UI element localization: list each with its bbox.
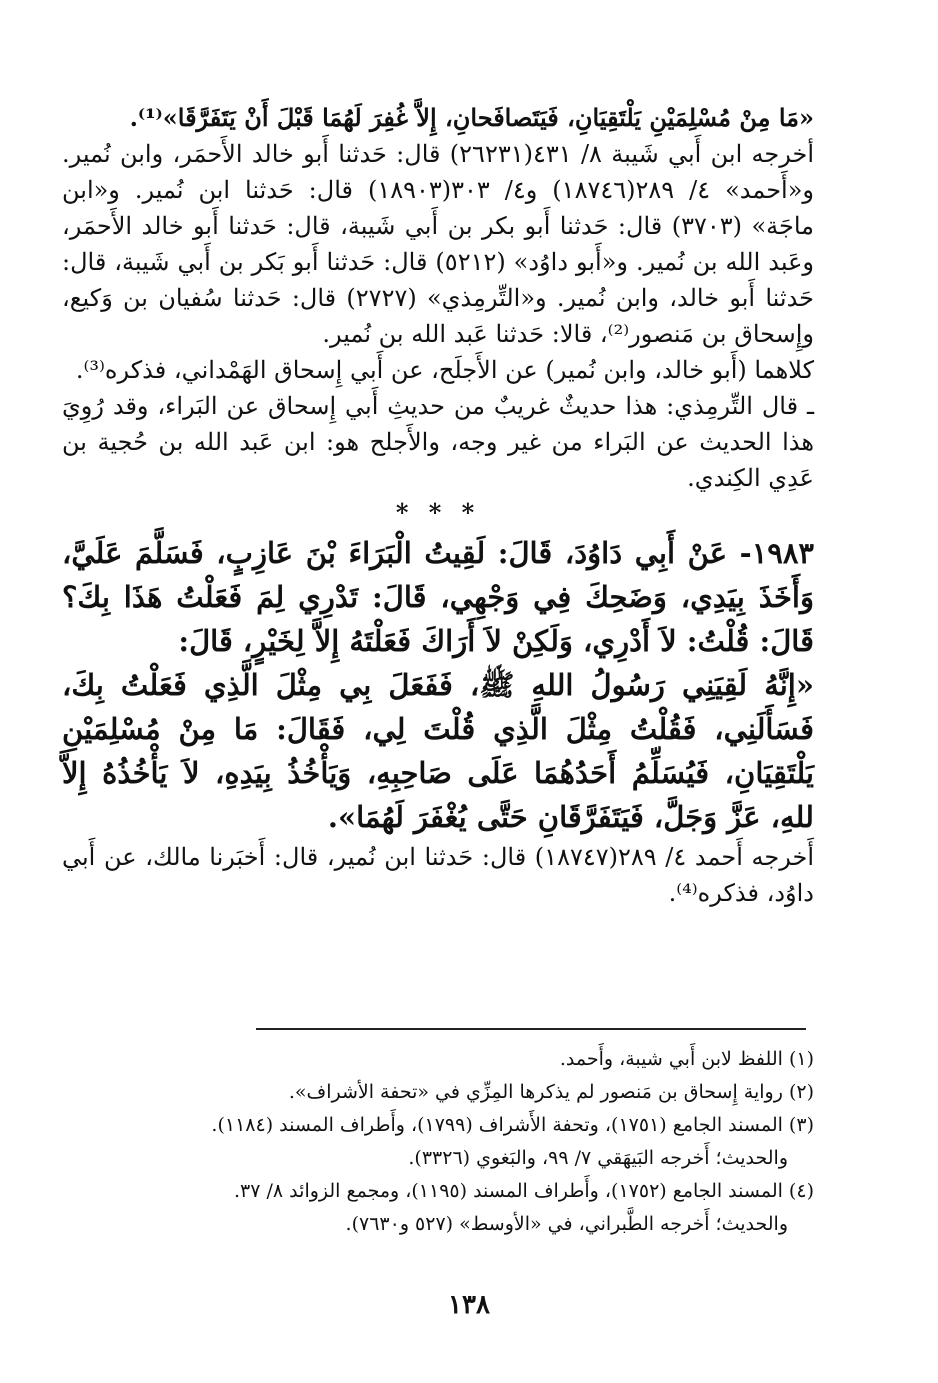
footnotes: [90, 1043, 814, 1241]
chain-summary: كلاهما (أَبو خالد، وابن نُمير) عن الأَجلَح، عن أَبي إِسحاق الهَمْداني، فذكره⁽³⁾.: [75, 356, 814, 384]
section-separator: * * *: [395, 498, 481, 527]
takhrij-paragraph: أخرجه ابن أَبي شَيبة ٨/ ٤٣١(٢٦٢٣١) قال: حَدثنا أَبو خالد الأَحمَر، وابن نُمير. و«أَحمد» ٤/ ٢٨٩(١٨٧٤٦) و٤/ ٣٠٣(١٨٩٠٣) قال: حَدثنا ابن نُمير. و«ابن ماجَة» (٣٧٠٣) قال: حَدثنا أَبو بكر بن أَبي شَيبة، قال: حَدثنا أَبو خالد الأَحمَر، وعَبد الله بن نُمير. و«أَبو داوُد» (٥٢١٢) قال: حَدثنا أَبو بَكر بن أَبي شَيبة، قال: حَدثنا أَبو خالد، وابن نُمير. و«التِّرمِذي» (٢٧٢٧) قال: حَدثنا سُفيان بن وَكيع، وإِسحاق بن مَنصور⁽²⁾، قالا: حَدثنا عَبد الله بن نُمير.: [62, 140, 815, 348]
page-number: ١٣٨: [448, 1290, 490, 1320]
footnote-1: (١) اللفظ لابن أَبي شيبة، وأَحمد.: [559, 1048, 814, 1070]
footnote-3-continuation: والحديث؛ أَخرجه البَيهَقي ٧/ ٩٩، والبَغوي (٣٣٢٦).: [408, 1147, 788, 1169]
footnote-3: (٣) المسند الجامع (١٧٥١)، وتحفة الأَشراف (١٧٩٩)، وأَطراف المسند (١١٨٤).: [211, 1114, 814, 1136]
footnote-4-continuation: والحديث؛ أَخرجه الطَّبراني، في «الأوسط» (٥٢٧ و٧٦٣٠).: [345, 1213, 788, 1235]
main-text: [62, 100, 814, 911]
hadith-quote-opening: «مَا مِنْ مُسْلِمَيْنِ يَلْتَقِيَانِ، فَيَتَصافَحانِ، إِلاَّ غُفِرَ لَهُمَا قَبْلَ أَنْ يَتَفَرَّقَا»⁽¹⁾.: [129, 103, 814, 132]
footnote-4: (٤) المسند الجامع (١٧٥٢)، وأَطراف المسند (١١٩٥)، ومجمع الزوائد ٨/ ٣٧.: [234, 1180, 814, 1202]
hadith-1983-takhrij: أَخرجه أَحمد ٤/ ٢٨٩(١٨٧٤٧) قال: حَدثنا ابن نُمير، قال: أَخبَرنا مالك، عن أَبي داوُد، فذكره⁽⁴⁾.: [62, 843, 814, 907]
footnote-divider: [256, 1028, 806, 1030]
footnote-2: (٢) رواية إِسحاق بن مَنصور لم يذكرها المِزِّي في «تحفة الأشراف».: [288, 1081, 814, 1103]
tirmidhi-comment: ـ قال التِّرمِذي: هذا حديثٌ غريبٌ من حديثِ أَبي إِسحاق عن البَراء، وقد رُوِيَ هذا الحديث عن البَراء من غير وجه، والأَجلح هو: ابن عَبد الله بن حُجية بن عَدِي الكِندي.: [62, 392, 814, 492]
hadith-1983-quote: «إِنَّهُ لَقِيَنِي رَسُولُ اللهِ ﷺ، فَفَعَلَ بِي مِثْلَ الَّذِي فَعَلْتُ بِكَ، فَسَأَلَنِي، فَقُلْتُ مِثْلَ الَّذِي قُلْتَ لِي، فَقَالَ: مَا مِنْ مُسْلِمَيْنِ يَلْتَقِيَانِ، فَيُسَلِّمُ أَحَدُهُمَا عَلَى صَاحِبِهِ، وَيَأْخُذُ بِيَدِهِ، لاَ يَأْخُذُهُ إِلاَّ للهِ، عَزَّ وَجَلَّ، فَيَتَفَرَّقَانِ حَتَّى يُغْفَرَ لَهُمَا».: [62, 668, 814, 834]
hadith-1983-intro: ١٩٨٣- عَنْ أَبِي دَاوُدَ، قَالَ: لَقِيتُ الْبَرَاءَ بْنَ عَازِبٍ، فَسَلَّمَ عَلَيَّ، وَأَخَذَ بِيَدِي، وَضَحِكَ فِي وَجْهِي، قَالَ: تَدْرِي لِمَ فَعَلْتُ هَذَا بِكَ؟ قَالَ: قُلْتُ: لاَ أَدْرِي، وَلَكِنْ لاَ أَرَاكَ فَعَلْتَهُ إِلاَّ لِخَيْرٍ، قَالَ:: [62, 536, 814, 658]
